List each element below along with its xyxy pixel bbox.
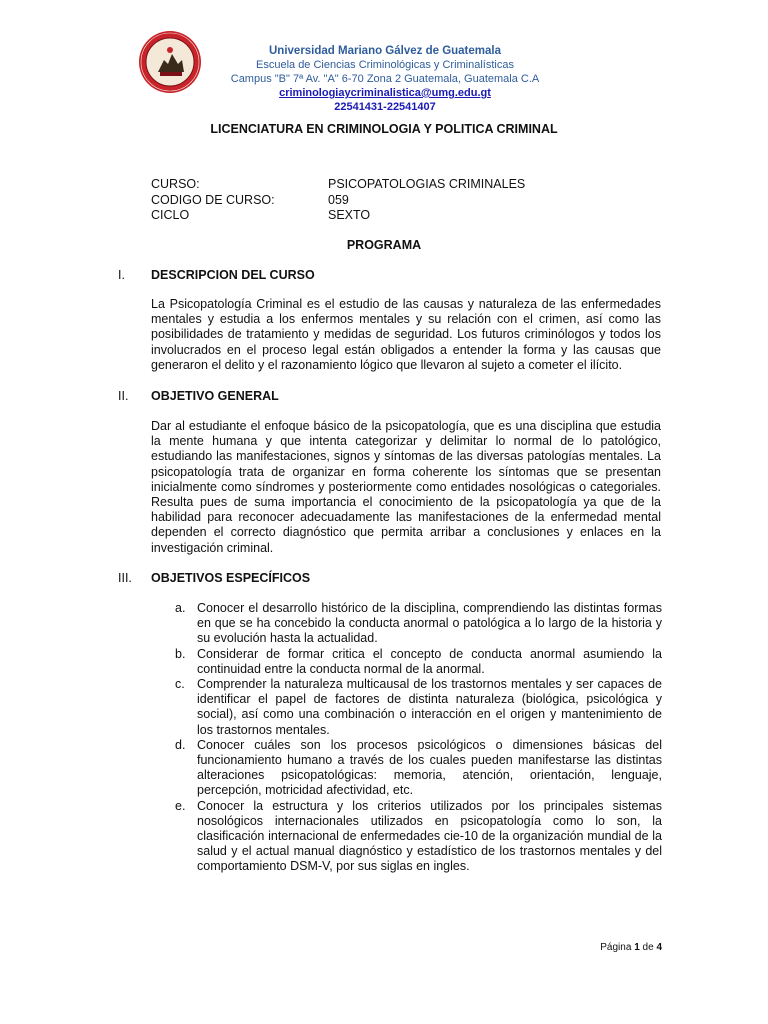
section-heading: [118, 571, 310, 585]
list-item: [175, 799, 662, 875]
section-body: La Psicopatología Criminal es el estudio de las causas y naturaleza de las enfermedades mentales y estudia a los enfermos mentales y su relación con el crimen, así como las posibilidades de tratamiento y medidas de seguridad. Los futuros criminólogos y todos los involucrados en el proceso legal están obligados a entender la forma y las causas que generaron el delito y el razonamiento lógico que llevaron al sujeto a cometer el ilícito.: [151, 297, 661, 372]
section-title: DESCRIPCION DEL CURSO: [151, 268, 315, 282]
course-info-value: 059: [328, 192, 349, 207]
list-item: [175, 601, 662, 647]
section-body: Dar al estudiante el enfoque básico de la psicopatología, que es una disciplina que estudia la mente humana y que intenta categorizar y delimitar lo normal de lo patológico, estudiando las manifestaciones, signos y síntomas de las diversas patologías mentales. La psicopatología trata de organizar en forma coherente los síntomas que se presentan inicialmente como síndromes y posteriormente como entidades nosológicas o categoriales. Resulta pues de suma importancia el conocimiento de la psicopatología ya que de la habilidad para reconocer adecuadamente las manifestaciones de la enfermedad mental dependen el correcto diagnóstico que permita arribar a conclusiones y enlaces en la investigación criminal.: [151, 419, 661, 555]
objectives-list: [175, 601, 662, 875]
page-total: 4: [656, 942, 662, 953]
course-info-row: [151, 177, 525, 193]
course-info-label: CURSO:: [151, 177, 200, 191]
course-info-label: CICLO: [151, 208, 190, 222]
course-info-value: PSICOPATOLOGIAS CRIMINALES: [328, 177, 526, 191]
list-item-letter: b.: [175, 646, 186, 661]
university-seal-icon: [138, 30, 202, 94]
list-item-letter: a.: [175, 601, 186, 615]
list-item-text: Conocer el desarrollo histórico de la disciplina, comprendiendo las distintas formas en que se ha concebido la conducta anormal o patológica a lo largo de la historia y su evolución hasta la actualidad.: [197, 601, 662, 646]
page-word: Página: [600, 942, 632, 953]
course-info-label: CODIGO DE CURSO:: [151, 192, 275, 207]
section-number: II.: [118, 389, 129, 403]
course-info: [151, 177, 525, 224]
list-item: [175, 647, 662, 677]
campus-address: Campus "B" 7ª Av. "A" 6-70 Zona 2 Guatemala, Guatemala C.A: [230, 73, 540, 85]
email-link[interactable]: criminologiaycriminalistica@umg.edu.gt: [279, 87, 491, 99]
page-footer: [600, 942, 662, 953]
section-heading: [118, 268, 315, 282]
section-heading: [118, 389, 279, 403]
university-name: Universidad Mariano Gálvez de Guatemala: [269, 45, 501, 57]
page-number: 1: [634, 942, 640, 953]
of-word: de: [642, 942, 654, 953]
list-item-text: Comprender la naturaleza multicausal de los trastornos mentales y ser capaces de identificar el papel de factores de distinta naturaleza (biológica, psicológica y social), así como una combinación o interacción en el origen y mantenimiento de los trastornos mentales.: [197, 677, 662, 737]
list-item: [175, 738, 662, 799]
list-item-text: Conocer cuáles son los procesos psicológicos o dimensiones básicas del funcionamiento humano a través de los cuales pueden manifestarse las distintas alteraciones psicopatológicas: memoria, atención, orientación, lenguaje, percepción, motricidad afectividad, etc.: [197, 737, 662, 798]
list-item-text: Conocer la estructura y los criterios utilizados por los principales sistemas nosológicos internacionales utilizados en psicopatología como lo son, la clasificación internacional de enfermedades cie-10 de la organización mundial de la salud y el actual manual diagnóstico y estadístico de los trastornos mentales y del comportamiento DSM-V, por sus siglas en ingles.: [197, 798, 662, 874]
course-info-value: SEXTO: [328, 208, 371, 222]
phone-numbers: 22541431-22541407: [334, 101, 436, 113]
section-number: III.: [118, 571, 132, 585]
program-title: PROGRAMA: [346, 238, 422, 252]
section-title: OBJETIVO GENERAL: [151, 389, 279, 403]
section-title: OBJETIVOS ESPECÍFICOS: [151, 571, 311, 585]
list-item-letter: e.: [175, 798, 186, 813]
course-info-row: [151, 208, 525, 224]
list-item-letter: d.: [175, 737, 186, 752]
institution-header: [230, 44, 540, 114]
list-item-text: Considerar de formar critica el concepto de conducta anormal asumiendo la continuidad entre la conducta normal de la anormal.: [197, 646, 662, 676]
list-item: [175, 677, 662, 738]
school-name: Escuela de Ciencias Criminológicas y Criminalísticas: [256, 59, 514, 71]
course-info-row: [151, 193, 525, 209]
degree-title: LICENCIATURA EN CRIMINOLOGIA Y POLITICA CRIMINAL: [210, 122, 558, 136]
section-number: I.: [118, 268, 125, 282]
list-item-letter: c.: [175, 677, 185, 692]
